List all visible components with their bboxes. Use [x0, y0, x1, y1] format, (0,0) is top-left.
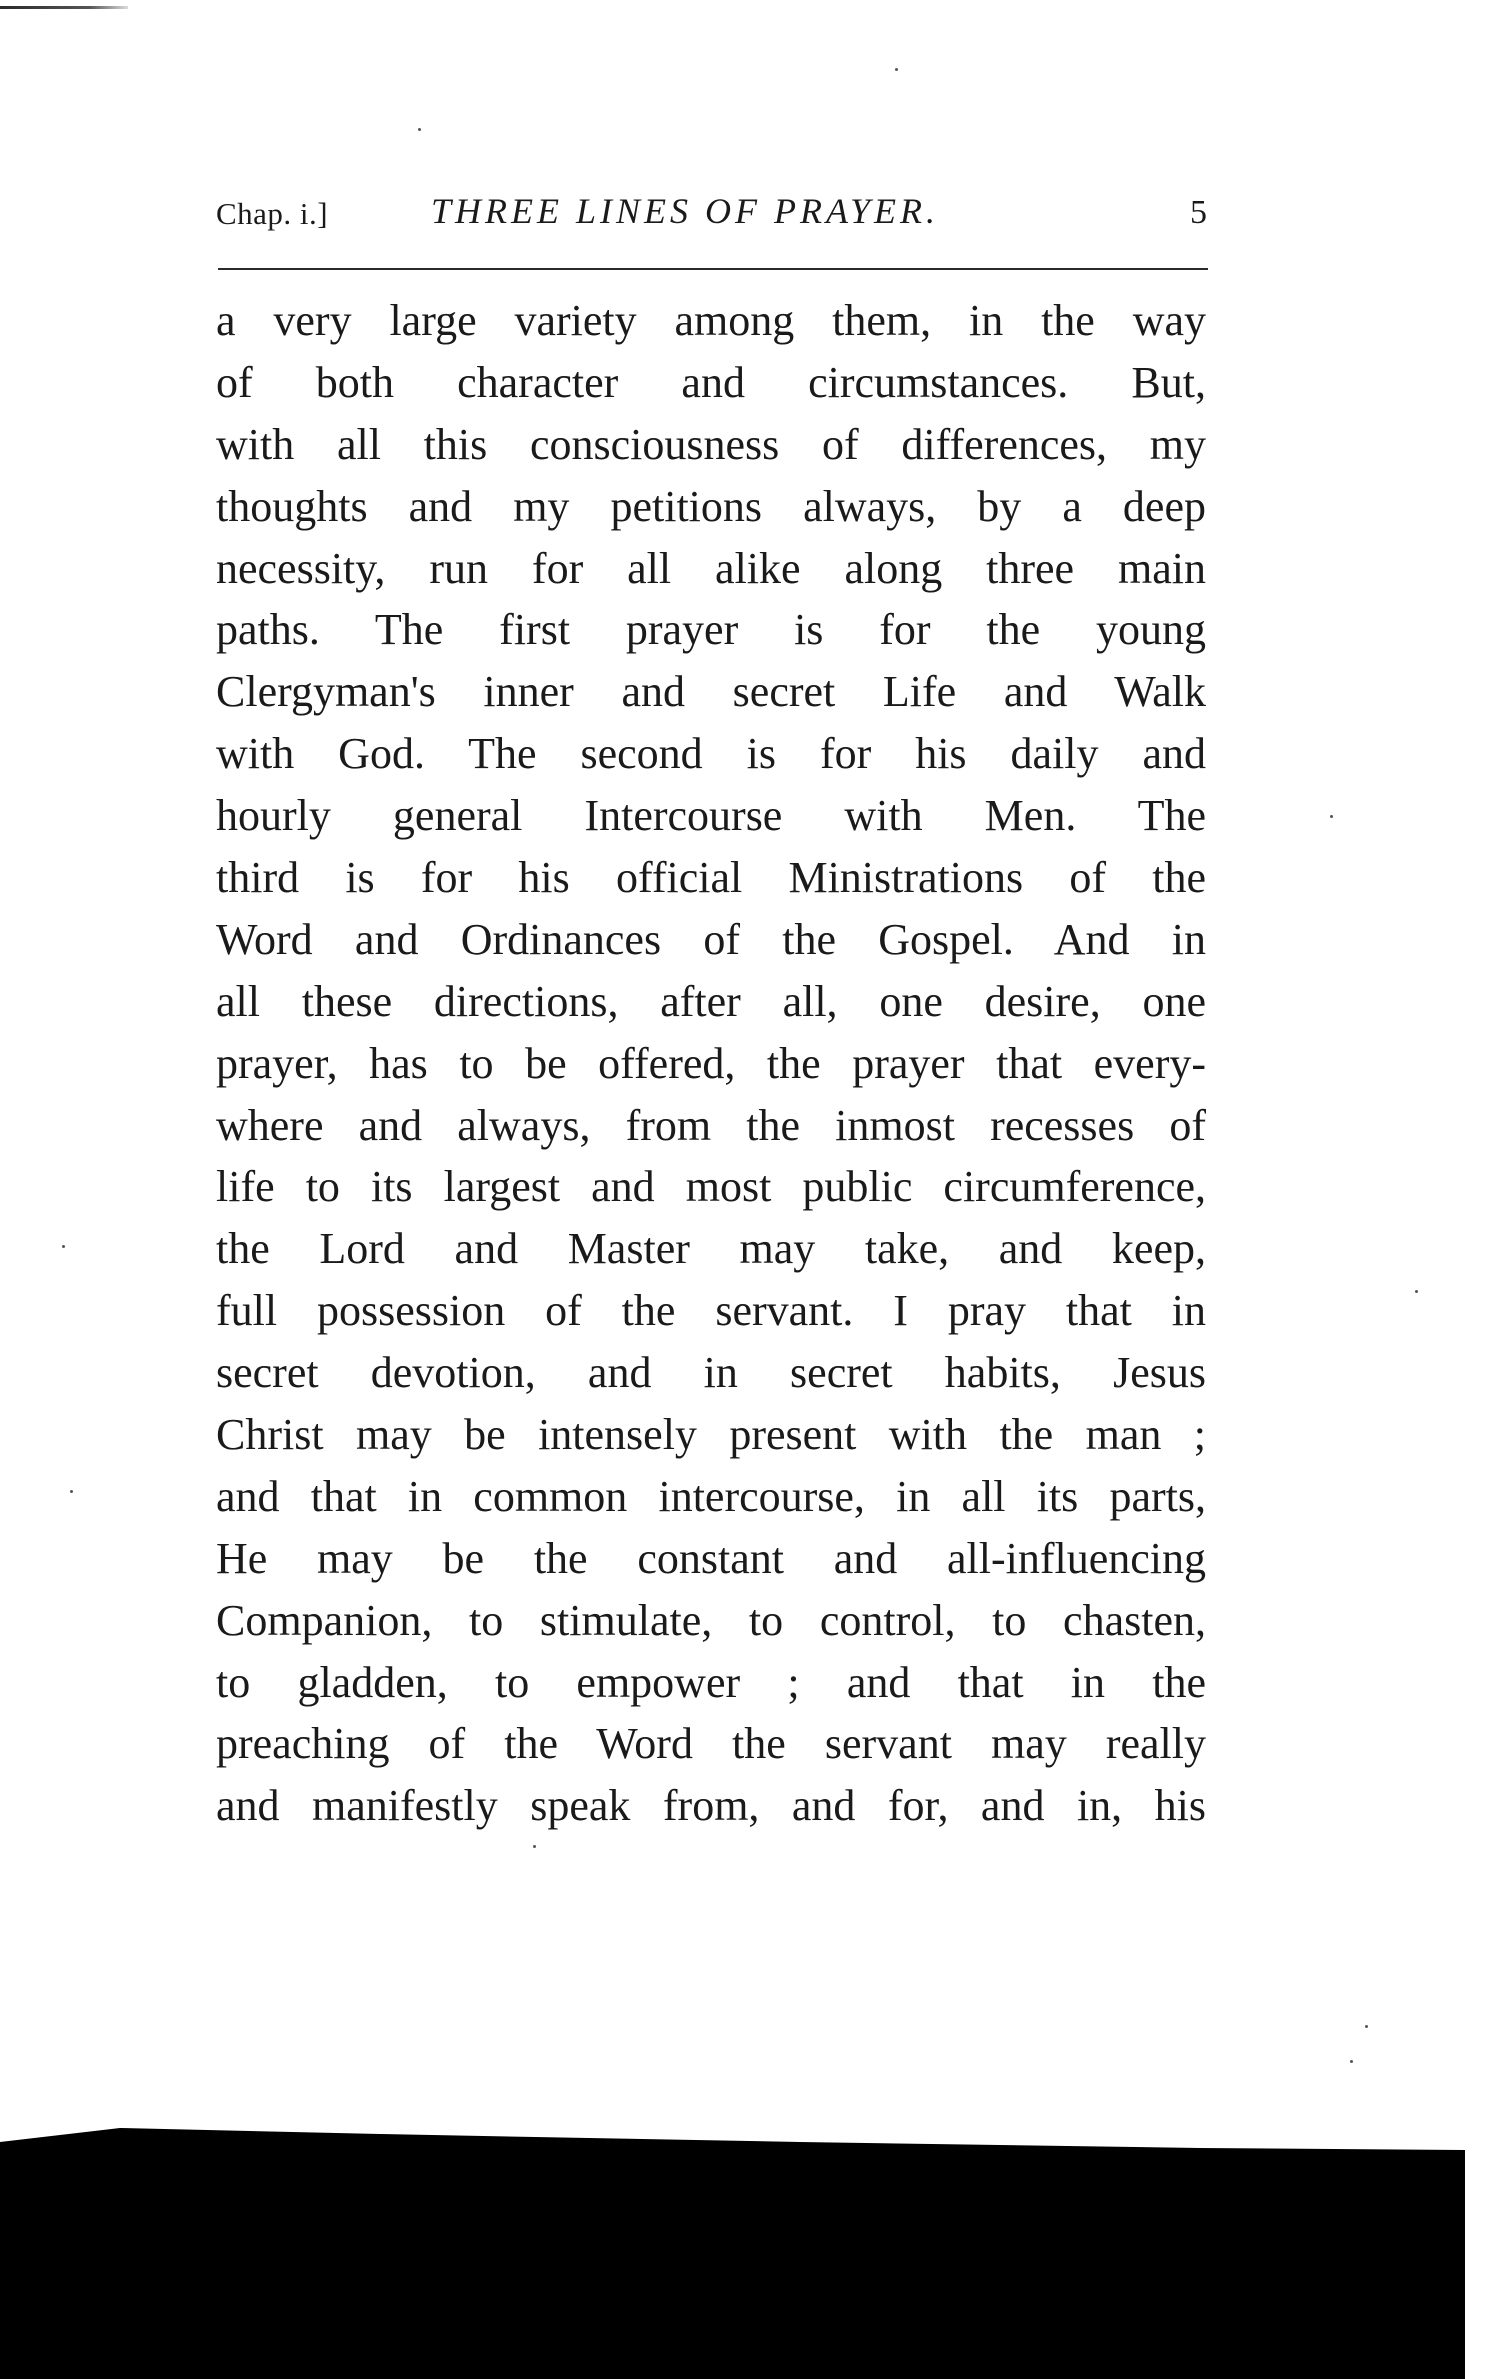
- body-line: all these directions, after all, one desire, one: [216, 976, 1206, 1026]
- body-line: life to its largest and most public circumference,: [216, 1162, 1206, 1212]
- page-number: 5: [1190, 194, 1207, 231]
- scan-speck: [1415, 1290, 1418, 1293]
- body-line: where and always, from the inmost recesses of: [216, 1100, 1206, 1150]
- scan-speck: [1330, 815, 1333, 818]
- body-line: the Lord and Master may take, and keep,: [216, 1224, 1206, 1274]
- body-text: [216, 290, 1206, 1837]
- body-line: to gladden, to empower ; and that in the: [216, 1657, 1206, 1707]
- scan-edge-mark: [0, 6, 128, 9]
- scan-speck: [895, 68, 898, 71]
- page-header: [216, 190, 1209, 244]
- body-line: prayer, has to be offered, the prayer that every-: [216, 1038, 1206, 1088]
- body-line: Word and Ordinances of the Gospel. And in: [216, 914, 1206, 964]
- body-line: thoughts and my petitions always, by a deep: [216, 481, 1206, 531]
- scan-speck: [418, 128, 421, 131]
- chapter-label: Chap. i.]: [216, 196, 329, 231]
- body-line: third is for his official Ministrations of the: [216, 853, 1206, 903]
- body-line: and that in common intercourse, in all its parts,: [216, 1471, 1206, 1521]
- body-line: with all this consciousness of differences, my: [216, 419, 1206, 469]
- scan-speck: [70, 1490, 73, 1493]
- body-line: Christ may be intensely present with the man ;: [216, 1410, 1206, 1460]
- body-line: paths. The first prayer is for the young: [216, 605, 1206, 655]
- body-line: with God. The second is for his daily and: [216, 729, 1206, 779]
- scan-bottom-shadow: [0, 2120, 1500, 2379]
- body-line: of both character and circumstances. But,: [216, 357, 1206, 407]
- body-line: Clergyman's inner and secret Life and Walk: [216, 667, 1206, 717]
- scan-speck: [1350, 2060, 1353, 2063]
- body-line: Companion, to stimulate, to control, to chasten,: [216, 1595, 1206, 1645]
- running-title: THREE LINES OF PRAYER.: [431, 191, 939, 231]
- scan-speck: [533, 1845, 536, 1848]
- scan-speck: [62, 1245, 65, 1248]
- body-line: preaching of the Word the servant may really: [216, 1719, 1206, 1769]
- body-line: full possession of the servant. I pray that in: [216, 1286, 1206, 1336]
- header-rule: [218, 268, 1208, 270]
- body-line: and manifestly speak from, and for, and in, his: [216, 1781, 1206, 1831]
- body-line: secret devotion, and in secret habits, Jesus: [216, 1348, 1206, 1398]
- body-line: He may be the constant and all-influencing: [216, 1533, 1206, 1583]
- body-line: necessity, run for all alike along three main: [216, 543, 1206, 593]
- body-line: hourly general Intercourse with Men. The: [216, 791, 1206, 841]
- scan-speck: [1365, 2025, 1368, 2028]
- body-line: a very large variety among them, in the way: [216, 296, 1206, 345]
